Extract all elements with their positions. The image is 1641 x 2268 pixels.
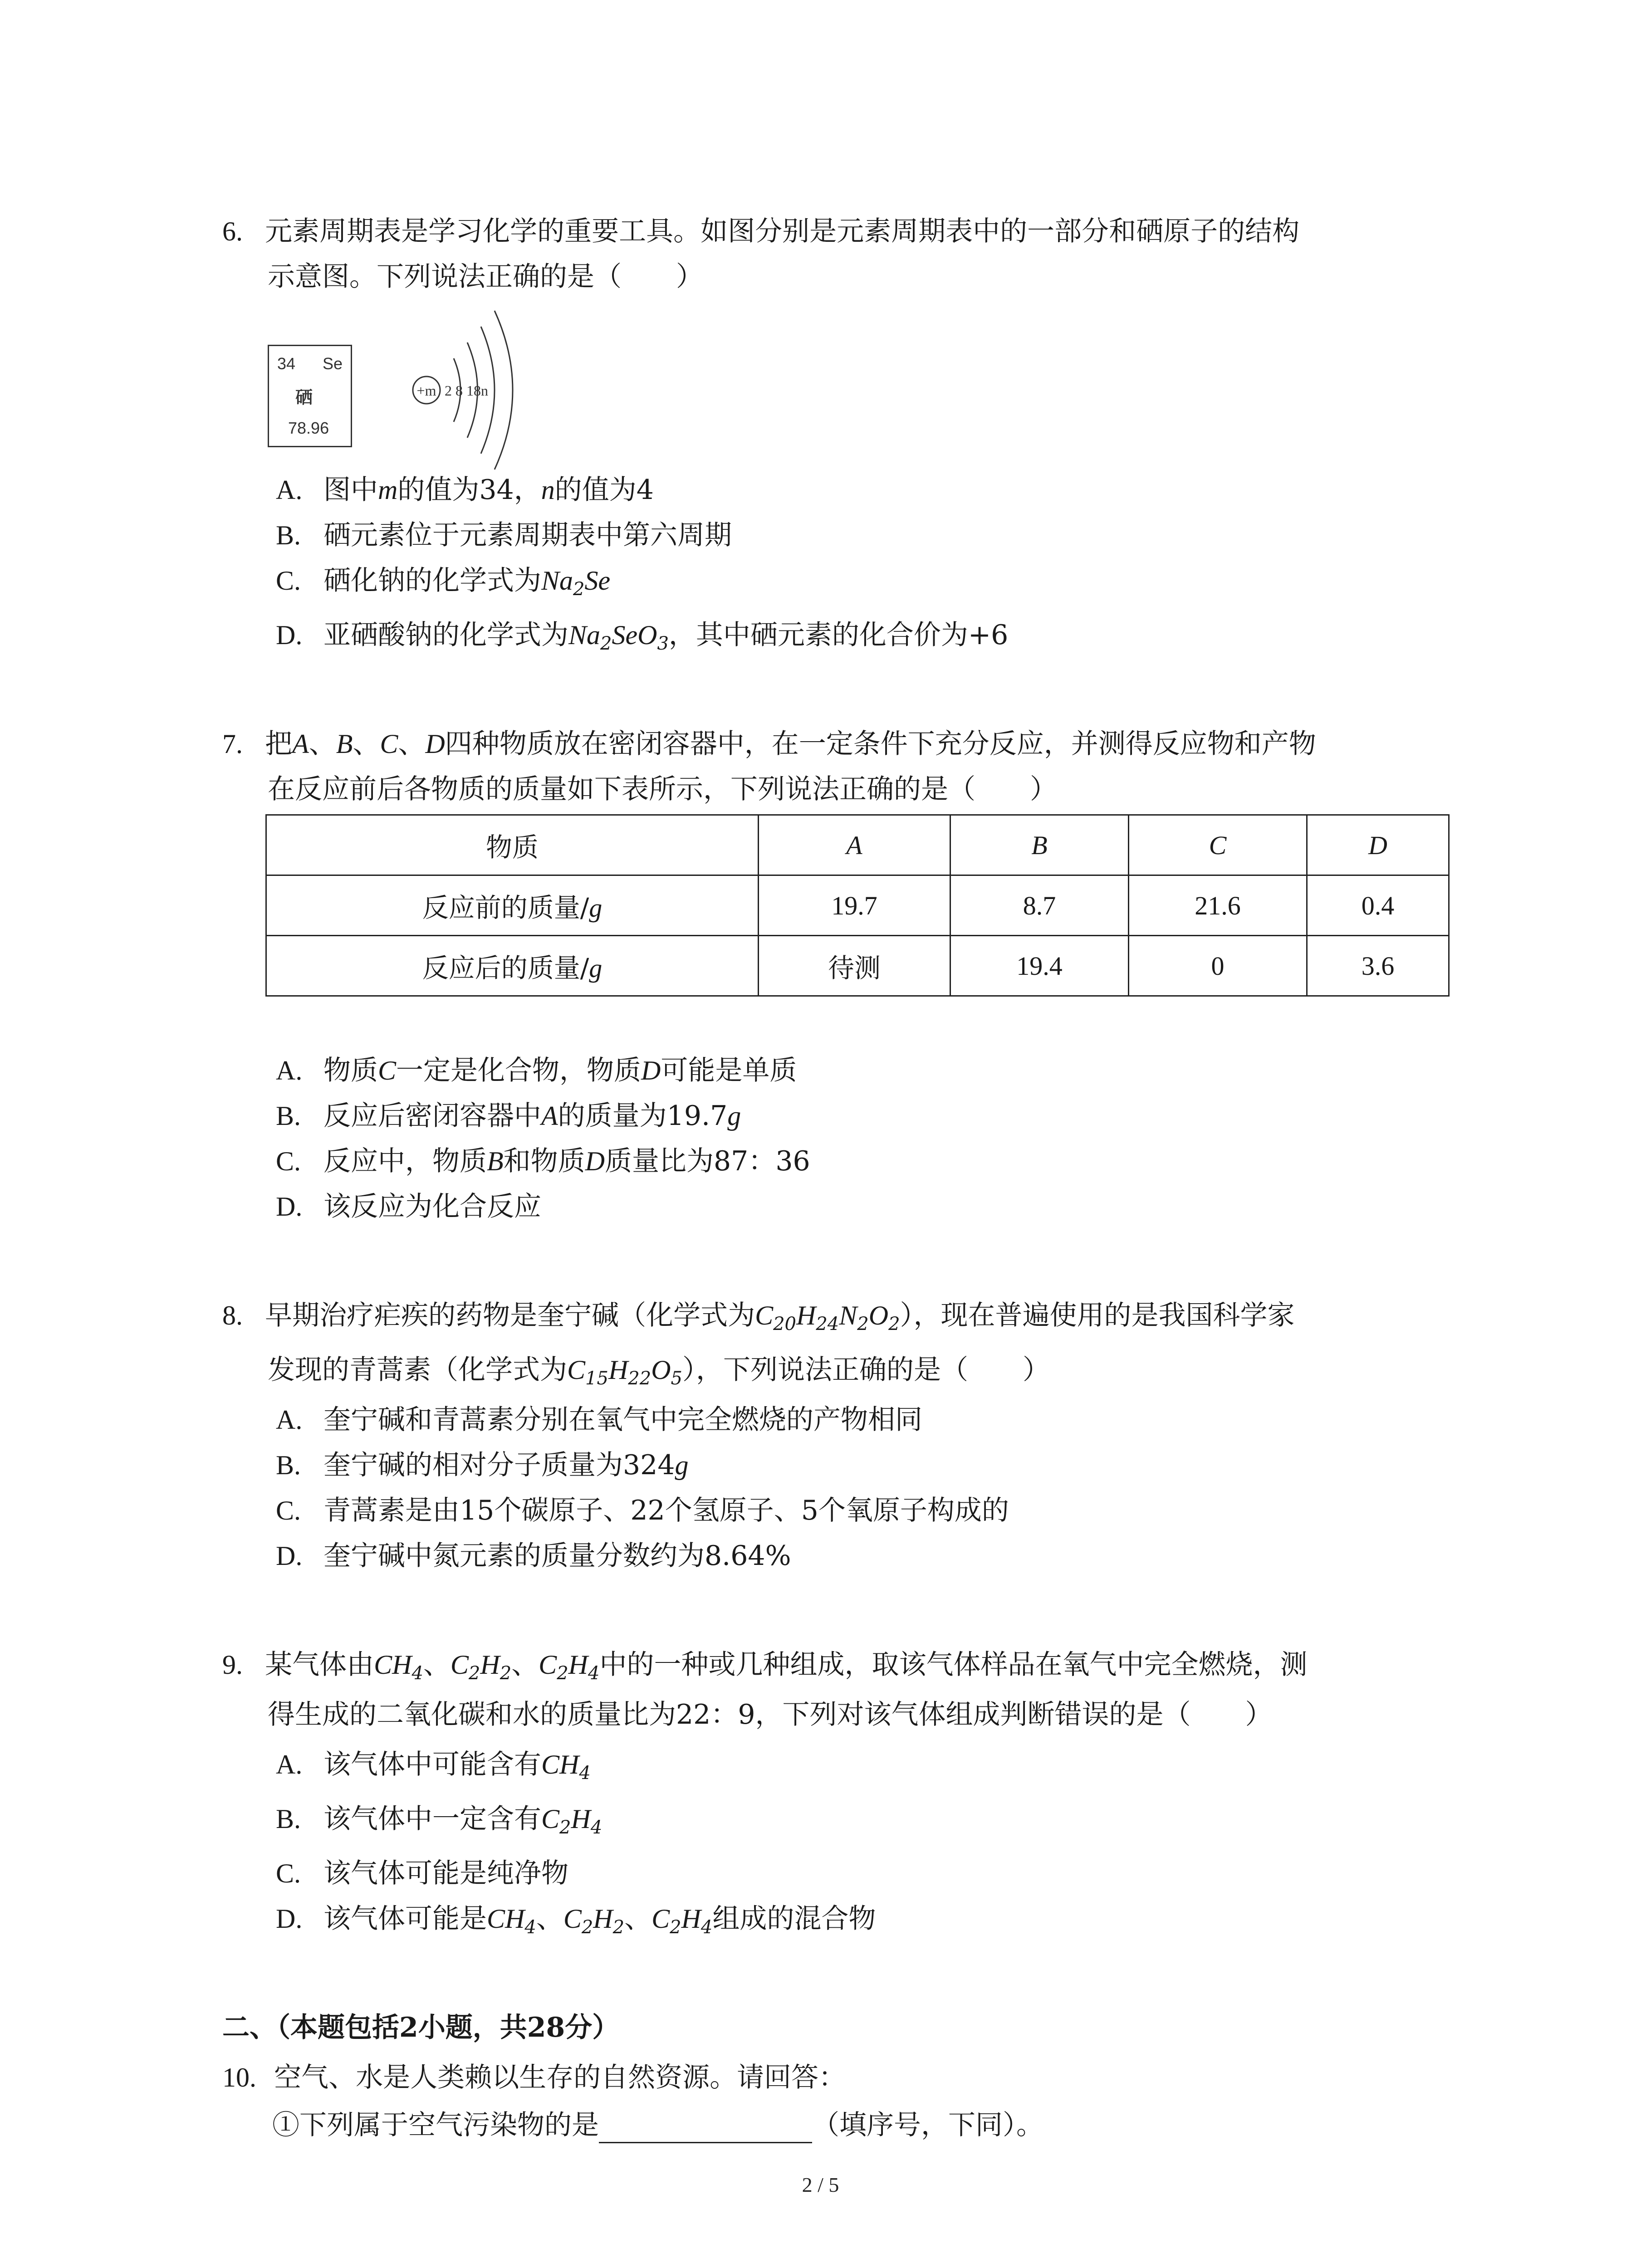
option-text: 奎宁碱中氮元素的质量分数约为8.64% — [323, 1540, 791, 1572]
q8-option-d[interactable] — [276, 1538, 791, 1574]
q7-stem-line2: 在反应前后各物质的质量如下表所示，下列说法正确的是（ ） — [268, 773, 1057, 805]
var-a: A — [292, 729, 309, 759]
formula-subscript: 2 — [559, 1817, 571, 1838]
formula: CH — [541, 1750, 579, 1779]
formula-subscript: 24 — [816, 1314, 839, 1334]
formula-subscript: 15 — [585, 1368, 608, 1389]
q8-option-b[interactable] — [276, 1447, 689, 1483]
table-cell: C — [1129, 815, 1307, 875]
separator: 、 — [353, 728, 380, 760]
q6-stem-line1 — [222, 213, 1299, 249]
q8-stem-line2 — [268, 1352, 1050, 1388]
atomic-mass: 78.96 — [288, 419, 329, 437]
formula: C — [541, 1804, 560, 1834]
q9-option-c[interactable] — [276, 1855, 568, 1892]
q7-option-d[interactable] — [276, 1188, 541, 1225]
option-letter: A. — [276, 1056, 303, 1085]
formula: CH — [487, 1904, 525, 1934]
q9-stem-line2: 得生成的二氧化碳和水的质量比为22：9，下列对该气体组成判断错误的是（ ） — [268, 1699, 1273, 1730]
option-text: 和物质 — [503, 1145, 585, 1177]
var-b: B — [336, 729, 353, 759]
table-cell: 物质 — [266, 815, 759, 875]
option-text: 的值为4 — [554, 474, 654, 506]
formula: C — [652, 1904, 670, 1934]
mass-table — [265, 814, 1450, 997]
option-text: ，其中硒元素的化合价为+6 — [668, 619, 1009, 651]
formula-subscript: 2 — [581, 1917, 593, 1938]
formula-subscript: 4 — [590, 1817, 603, 1838]
formula: O — [868, 1300, 889, 1330]
option-text: 该气体可能是纯净物 — [323, 1857, 568, 1889]
formula: C — [450, 1650, 469, 1680]
stem-text: 中的一种或几种组成，取该气体样品在氧气中完全燃烧，测 — [599, 1649, 1308, 1681]
option-text: 反应后密闭容器中 — [323, 1100, 541, 1132]
var-d: D — [641, 1056, 661, 1085]
option-text: 奎宁碱的相对分子质量为324 — [323, 1449, 675, 1481]
q6-option-b[interactable] — [276, 517, 732, 553]
q6-option-a[interactable] — [276, 472, 654, 508]
formula-subscript: 3 — [657, 633, 669, 654]
row-label: 反应后的质量/ — [422, 953, 589, 983]
formula-subscript: 2 — [573, 579, 585, 600]
option-letter: A. — [276, 1405, 303, 1435]
formula-subscript: 2 — [468, 1663, 480, 1684]
q9-option-d[interactable] — [276, 1901, 876, 1937]
stem-text: 发现的青蒿素（化学式为 — [268, 1354, 567, 1386]
option-text: 该气体中可能含有 — [323, 1749, 541, 1780]
option-text: 硒化钠的化学式为 — [323, 565, 541, 596]
table-cell: 0.4 — [1307, 875, 1449, 936]
formula: H — [568, 1650, 588, 1680]
q8-option-a[interactable] — [276, 1402, 922, 1438]
formula: Se — [584, 566, 611, 596]
stem-text: ），下列说法正确的是（ ） — [682, 1354, 1050, 1386]
stem-text: 空气、水是人类赖以生存的自然资源。请回答： — [274, 2062, 846, 2093]
formula: H — [608, 1355, 628, 1385]
formula-subscript: 2 — [670, 1917, 681, 1938]
formula-subscript: 2 — [557, 1663, 568, 1684]
table-cell: 19.7 — [759, 875, 950, 936]
q8-stem-line1 — [222, 1297, 1295, 1334]
var-b: B — [487, 1146, 504, 1176]
electron-shell-4 — [495, 311, 513, 469]
electron-counts: 2 8 18n — [445, 382, 488, 399]
atomic-number: 34 — [277, 354, 296, 373]
table-cell — [266, 875, 759, 936]
q7-option-c[interactable] — [276, 1143, 810, 1179]
formula-subscript: 4 — [411, 1663, 423, 1684]
option-letter: A. — [276, 475, 303, 505]
separator: 、 — [423, 1649, 451, 1681]
option-text: 该反应为化合反应 — [323, 1191, 541, 1222]
formula: Na — [568, 620, 601, 650]
formula: C — [539, 1650, 557, 1680]
table-cell: D — [1307, 815, 1449, 875]
option-text: 图中 — [323, 474, 378, 506]
var-m: m — [378, 475, 398, 505]
option-text: 硒元素位于元素周期表中第六周期 — [323, 519, 732, 551]
section-heading: 二、（本题包括2小题，共28分） — [222, 2012, 620, 2043]
separator: 、 — [536, 1903, 563, 1935]
option-letter: D. — [276, 620, 303, 650]
formula: C — [567, 1355, 586, 1385]
question-number: 6. — [222, 216, 243, 246]
q9-option-b[interactable] — [276, 1801, 602, 1837]
option-text: 可能是单质 — [661, 1055, 797, 1086]
q9-option-a[interactable] — [276, 1746, 591, 1783]
option-text: 组成的混合物 — [712, 1903, 876, 1935]
stem-text: 早期治疗疟疾的药物是奎宁碱（化学式为 — [265, 1300, 755, 1331]
formula: Na — [541, 566, 573, 596]
nucleus-charge: +m — [416, 382, 436, 399]
formula-subscript: 2 — [600, 633, 612, 654]
formula-subscript: 4 — [700, 1917, 713, 1938]
formula: H — [681, 1904, 701, 1934]
q6-stem-line2: 示意图。下列说法正确的是（ ） — [268, 261, 703, 293]
q6-option-d[interactable] — [276, 617, 1008, 653]
option-text: 质量比为87：36 — [605, 1145, 810, 1177]
table-cell: B — [950, 815, 1129, 875]
stem-text: ①下列属于空气污染物的是 — [272, 2109, 599, 2141]
var-n: n — [541, 475, 555, 505]
formula-subscript: 2 — [612, 1917, 625, 1938]
separator: 、 — [398, 728, 426, 760]
table-cell: 待测 — [759, 936, 950, 996]
formula: CH — [374, 1650, 412, 1680]
table-row — [266, 936, 1449, 996]
formula: H — [593, 1904, 613, 1934]
formula-subscript: 4 — [524, 1917, 536, 1938]
stem-text: ），现在普遍使用的是我国科学家 — [900, 1300, 1295, 1331]
unit: g — [727, 1101, 741, 1131]
option-text: 青蒿素是由15个碳原子、22个氢原子、5个氧原子构成的 — [323, 1495, 1009, 1526]
separator: 、 — [511, 1649, 539, 1681]
q6-stem-text: 元素周期表是学习化学的重要工具。如图分别是元素周期表中的一部分和硒原子的结构 — [265, 215, 1300, 247]
formula-subscript: 4 — [588, 1663, 600, 1684]
formula-subscript: 4 — [579, 1763, 591, 1784]
question-number: 8. — [222, 1300, 243, 1330]
option-letter: D. — [276, 1904, 303, 1934]
formula: SeO — [612, 620, 657, 650]
row-label: 反应前的质量/ — [422, 892, 589, 923]
var-d: D — [425, 729, 445, 759]
option-text: 奎宁碱和青蒿素分别在氧气中完全燃烧的产物相同 — [323, 1404, 922, 1436]
formula: H — [480, 1650, 500, 1680]
separator: 、 — [309, 728, 336, 760]
answer-blank[interactable] — [599, 2112, 812, 2143]
periodic-table-cell — [268, 345, 352, 447]
var-c: C — [380, 729, 398, 759]
q10-sub1 — [272, 2107, 1043, 2143]
option-letter: C. — [276, 566, 301, 596]
stem-text: （填序号，下同）。 — [812, 2109, 1043, 2141]
q7-option-a[interactable] — [276, 1052, 797, 1089]
q6-option-c[interactable] — [276, 562, 610, 599]
option-text: 亚硒酸钠的化学式为 — [323, 619, 568, 651]
formula: H — [796, 1300, 816, 1330]
var-a: A — [541, 1101, 558, 1131]
table-cell — [266, 936, 759, 996]
table-row — [266, 875, 1449, 936]
formula-subscript: 22 — [628, 1368, 652, 1389]
var-c: C — [378, 1056, 397, 1085]
unit: g — [589, 893, 603, 923]
option-text: 的质量为19.7 — [558, 1100, 728, 1132]
table-cell: 3.6 — [1307, 936, 1449, 996]
option-letter: B. — [276, 520, 301, 550]
table-cell: 21.6 — [1129, 875, 1307, 936]
option-letter: D. — [276, 1192, 303, 1222]
formula: C — [563, 1904, 582, 1934]
formula: N — [839, 1300, 857, 1330]
table-cell: 8.7 — [950, 875, 1129, 936]
atom-structure-diagram — [399, 299, 554, 481]
stem-text: 四种物质放在密闭容器中，在一定条件下充分反应，并测得反应物和产物 — [445, 728, 1316, 760]
option-text: 物质 — [323, 1055, 378, 1086]
question-number: 7. — [222, 729, 243, 759]
unit: g — [589, 953, 603, 983]
formula-subscript: 2 — [888, 1314, 900, 1334]
formula-subscript: 20 — [773, 1314, 797, 1334]
option-letter: B. — [276, 1804, 301, 1834]
option-text: 一定是化合物，物质 — [396, 1055, 642, 1086]
stem-text: 把 — [265, 728, 293, 760]
q9-stem-line1 — [222, 1647, 1307, 1683]
formula: H — [571, 1804, 591, 1834]
option-text: 反应中，物质 — [323, 1145, 487, 1177]
option-letter: B. — [276, 1101, 301, 1131]
option-letter: C. — [276, 1858, 301, 1888]
formula: C — [755, 1300, 774, 1330]
table-cell: 19.4 — [950, 936, 1129, 996]
var-d: D — [585, 1146, 605, 1176]
separator: 、 — [624, 1903, 652, 1935]
question-number: 10. — [222, 2063, 256, 2092]
element-name: 硒 — [295, 387, 313, 407]
q7-stem-line1 — [222, 726, 1316, 762]
option-letter: B. — [276, 1450, 301, 1480]
unit: g — [675, 1450, 689, 1480]
table-header-row — [266, 815, 1449, 875]
table-cell: 0 — [1129, 936, 1307, 996]
page-number: 2 / 5 — [802, 2173, 839, 2196]
q8-option-c[interactable] — [276, 1492, 1009, 1529]
option-text: 该气体可能是 — [323, 1903, 487, 1935]
option-letter: A. — [276, 1750, 303, 1779]
option-letter: C. — [276, 1496, 301, 1525]
option-letter: D. — [276, 1541, 303, 1571]
option-text: 的值为34， — [397, 474, 541, 506]
stem-text: 某气体由 — [265, 1649, 374, 1681]
formula-subscript: 2 — [500, 1663, 512, 1684]
element-symbol: Se — [322, 354, 343, 373]
q10-stem — [222, 2059, 846, 2096]
formula: O — [651, 1355, 671, 1385]
q7-option-b[interactable] — [276, 1098, 741, 1134]
option-letter: C. — [276, 1146, 301, 1176]
table-cell: A — [759, 815, 950, 875]
question-number: 9. — [222, 1650, 243, 1680]
option-text: 该气体中一定含有 — [323, 1803, 541, 1835]
formula-subscript: 5 — [671, 1368, 682, 1389]
formula-subscript: 2 — [857, 1314, 869, 1334]
